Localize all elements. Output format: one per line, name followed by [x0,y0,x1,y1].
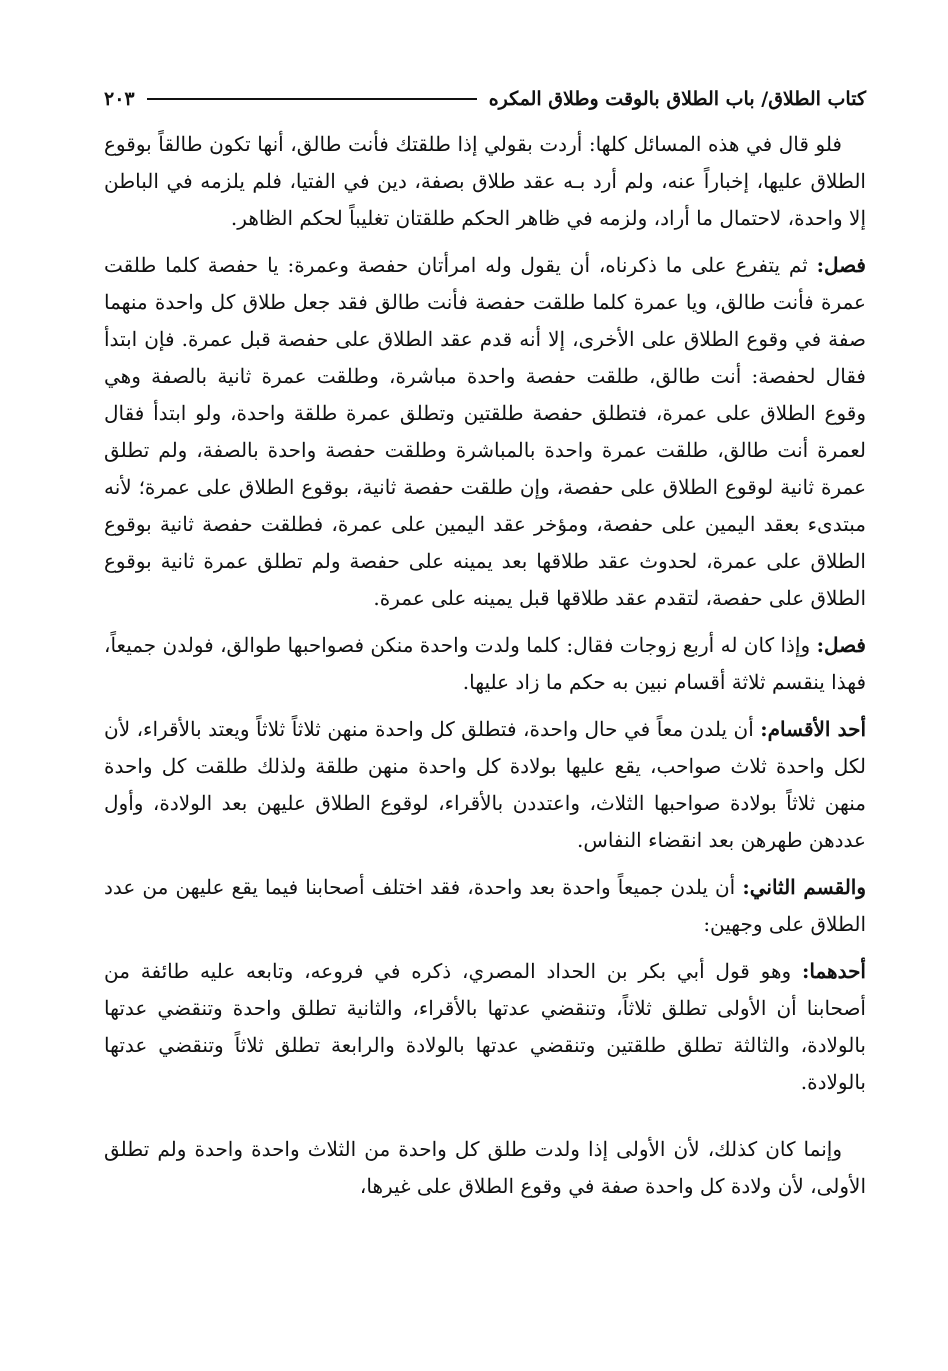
page-number: ٢٠٣ [104,88,135,110]
paragraph-3-lead: فصل: [816,633,866,657]
paragraph-3 [104,627,866,701]
paragraph-4 [104,711,866,859]
paragraph-5-text: أن يلدن جميعاً واحدة بعد واحدة، فقد اختلف أصحابنا فيما يقع عليهن من عدد الطلاق على وجهين: [104,875,866,936]
paragraph-1-text: فلو قال في هذه المسائل كلها: أردت بقولي إذا طلقتك فأنت طالق، أنها تكون طالقاً بوقوع الطلاق عليها، إخباراً عنه، ولم أرد بـه عقد طلاق بصفة، دين في الفتيا، فلم يلزمه في الباطن إلا واحدة، لاحتمال ما أراد، ولزمه في ظاهر الحكم طلقتان تغليباً لحكم الظاهر. [104,132,866,230]
paragraph-3-text: وإذا كان له أربع زوجات فقال: كلما ولدت واحدة منكن فصواحبها طوالق، فولدن جميعاً، فهذا ينقسم ثلاثة أقسام نبين به حكم ما زاد عليها. [104,633,866,694]
paragraph-2 [104,247,866,617]
header-title: كتاب الطلاق/ باب الطلاق بالوقت وطلاق المكره [488,88,866,110]
paragraph-6 [104,953,866,1101]
page-body [104,126,866,1215]
paragraph-6-lead: أحدهما: [801,959,866,983]
paragraph-2-lead: فصل: [816,253,866,277]
paragraph-5 [104,869,866,943]
paragraph-2-text: ثم يتفرع على ما ذكرناه، أن يقول وله امرأتان حفصة وعمرة: يا حفصة كلما طلقت عمرة فأنت طالق، ويا عمرة كلما طلقت حفصة فأنت طالق فقد جعل طلاق كل واحدة منهما صفة في وقوع الطلاق على الأخرى، إلا أنه قدم عقد الطلاق على حفصة قبل عمرة. فإن ابتدأ فقال لحفصة: أنت طالق، طلقت حفصة واحدة مباشرة، وطلقت عمرة ثانية بالصفة وهي وقوع الطلاق على عمرة، فتطلق حفصة طلقتين وتطلق عمرة طلقة واحدة، ولو ابتدأ فقال لعمرة أنت طالق، طلقت عمرة واحدة بالمباشرة وطلقت حفصة واحدة بالصفة، ولم تطلق عمرة ثانية لوقوع الطلاق على حفصة، وإن طلقت حفصة ثانية، بوقوع الطلاق على عمرة؛ لأنه مبتدىء بعقد اليمين على حفصة، ومؤخر عقد اليمين على عمرة، فطلقت حفصة ثانية بوقوع الطلاق على عمرة، لحدوث عقد طلاقها بعد يمينه على حفصة ولم تطلق عمرة ثانية بوقوع الطلاق على حفصة، لتقدم عقد طلاقها قبل يمينه على عمرة. [104,253,866,610]
paragraph-4-lead: أحد الأقسام: [760,717,867,741]
paragraph-7-text: وإنما كان كذلك، لأن الأولى إذا ولدت طلق كل واحدة من الثلاث واحدة واحدة ولم تطلق الأولى، لأن ولادة كل واحدة صفة في وقوع الطلاق على غيرها، [104,1137,866,1198]
paragraph-1 [104,126,866,237]
paragraph-7 [104,1131,866,1205]
running-header [104,82,866,116]
paragraph-4-text: أن يلدن معاً في حال واحدة، فتطلق كل واحدة منهن ثلاثاً ثلاثاً ويعتد بالأقراء، لأن لكل واحدة ثلاث صواحب، يقع عليها بولادة كل واحدة منهن طلقة ولذلك طلقت كل واحدة منهن ثلاثاً بولادة صواحبها الثلاث، واعتددن بالأقراء، لوقوع الطلاق عليهن بعد الولادة، وأول عددهن طهرهن بعد انقضاء النفاس. [104,717,866,852]
header-rule [147,98,477,100]
paragraph-6-text: وهو قول أبي بكر بن الحداد المصري، ذكره في فروعه، وتابعه عليه طائفة من أصحابنا أن الأولى تطلق ثلاثاً، وتنقضي عدتها بالأقراء، والثانية تطلق واحدة وتنقضي عدتها بالولادة، والثالثة تطلق طلقتين وتنقضي عدتها بالولادة والرابعة تطلق ثلاثاً وتنقضي عدتها بالولادة. [104,959,866,1094]
paragraph-5-lead: والقسم الثاني: [742,875,867,899]
